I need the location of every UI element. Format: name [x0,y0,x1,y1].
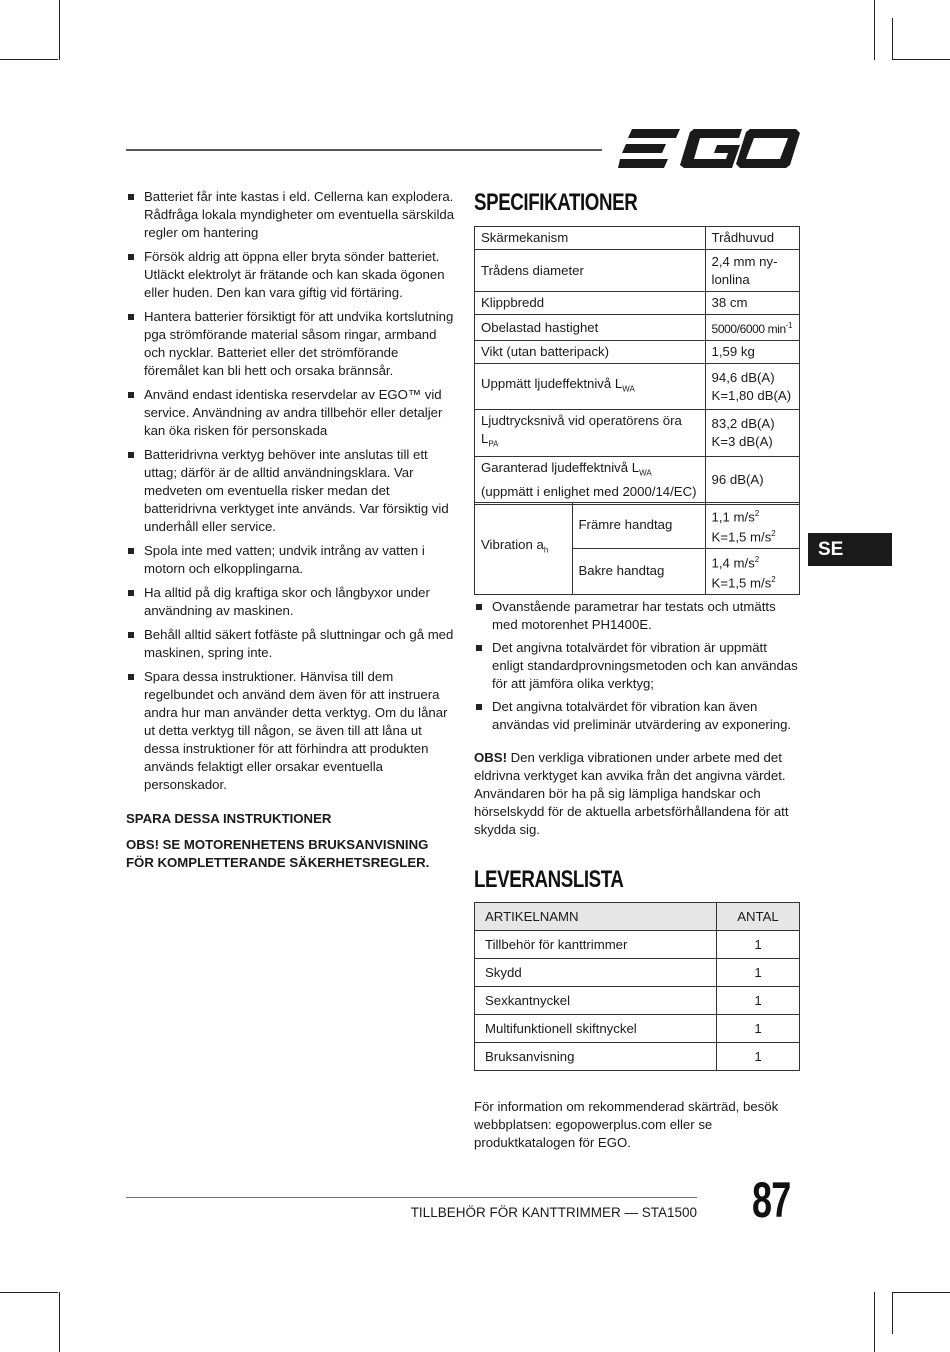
item-qty: 1 [717,959,800,987]
table-cell: Obelastad hastighet [475,315,706,341]
table-row [475,410,800,457]
crop-mark [892,1292,893,1334]
table-cell [475,456,706,504]
subscript: WA [639,468,652,478]
ego-logo [618,127,800,171]
subscript: WA [622,384,635,394]
list-item: Hantera batterier försiktigt för att undvika kortslutning pga strömförande material såsom ringar, armband och nycklar. Batteriet eller det strömförande föremålet kan bli hett och orsaka brännsår. [126,308,456,380]
spec-notes [474,598,800,739]
safety-list [126,188,456,794]
sound-pressure-uncertainty: K=3 dB(A) [711,433,773,449]
table-cell: Bakre handtag [572,548,705,594]
table-cell: Trådhuvud [705,227,799,250]
list-item: Spara dessa instruktioner. Hänvisa till dem regelbundet och använd dem även för att instruera andra hur man använder detta verktyg. Om du lånar ut detta verktyg till någon, se även till att låna ut dessa instruktioner för att förhindra att produkten används felaktigt eller orsakar eventuella personskador. [126,668,456,794]
table-cell: 1,59 kg [705,341,799,364]
crop-mark [874,0,875,60]
superscript: 2 [754,554,760,564]
page-number: 87 [752,1172,791,1228]
vibration-table [474,502,800,595]
info-paragraph: För information om rekommenderad skärträd, besök webbplatsen: egopowerplus.com eller se produktkatalogen för EGO. [474,1099,779,1150]
table-row [475,250,800,292]
table-cell: 2,4 mm ny-lonlina [705,250,799,292]
footer-rule [126,1197,697,1198]
item-qty: 1 [717,1043,800,1071]
item-name: Sexkantnyckel [475,987,717,1015]
table-row [475,315,800,341]
obs-text: Den verkliga vibrationen under arbete med det eldrivna verktyget kan avvika från det angivna värdet. Användaren bör ha på sig lämpliga handskar och hörselskydd för de aktuella arbetsförhållandena för att skydda sig. [474,750,789,837]
subscript: PA [488,439,499,449]
table-row [475,341,800,364]
item-name: Bruksanvisning [475,1043,717,1071]
table-cell [705,315,799,341]
table-row [475,959,800,987]
table-cell [705,364,799,410]
column-header-qty: ANTAL [717,903,800,931]
table-cell: Främre handtag [572,503,705,549]
table-row [475,931,800,959]
table-cell [475,503,573,595]
table-row [475,987,800,1015]
superscript: 2 [771,529,776,539]
table-row [475,1015,800,1043]
list-item: Försök aldrig att öppna eller bryta sönder batteriet. Utläckt elektrolyt är frätande och kan skada ögonen eller huden. Den kan vara giftig vid förtäring. [126,248,456,302]
table-cell [705,548,799,594]
table-row [475,364,800,410]
rear-vibration-uncertainty: K=1,5 m/s [711,575,772,591]
sound-pressure-label: Ljudtrycksnivå vid operatörens öra L [481,413,682,446]
rear-vibration-value: 1,4 m/s [711,555,755,571]
crop-mark [874,1292,875,1352]
item-name: Multifunktionell skiftnyckel [475,1015,717,1043]
table-row [475,1043,800,1071]
list-item: Batteriet får inte kastas i eld. Cellerna kan explodera. Rådfråga lokala myndigheter om eventuella särskilda regler om hantering [126,188,456,242]
specifications-table [474,226,800,505]
table-row [475,292,800,315]
column-header-item: ARTIKELNAMN [475,903,717,931]
table-row [475,227,800,250]
language-tab: SE [808,533,892,566]
save-instructions-note: SPARA DESSA INSTRUKTIONER [126,811,332,826]
header-rule [126,149,602,151]
subscript: h [543,546,549,556]
guaranteed-sound-label: Garanterad ljudeffektnivå L [481,460,640,476]
item-name: Skydd [475,959,717,987]
crop-mark [892,1292,950,1293]
table-cell [475,364,706,410]
crop-mark [0,59,58,60]
table-cell: Klippbredd [475,292,706,315]
item-qty: 1 [717,931,800,959]
sound-power-uncertainty: K=1,80 dB(A) [711,387,792,403]
safety-column [126,188,456,872]
list-item: Det angivna totalvärdet för vibration kan även användas vid preliminär utvärdering av exponering. [474,698,800,734]
table-cell [705,503,799,549]
list-item: Ha alltid på dig kraftiga skor och långbyxor under användning av maskinen. [126,584,456,620]
table-cell: Vikt (utan batteripack) [475,341,706,364]
superscript: 2 [771,575,776,585]
table-cell: Trådens diameter [475,250,706,292]
motor-manual-note: OBS! SE MOTORENHETENS BRUKSANVISNING FÖR KOMPLETTERANDE SÄKERHETSREGLER. [126,837,430,870]
table-cell: Skärmekanism [475,227,706,250]
sound-power-value: 94,6 dB(A) [711,369,775,385]
item-qty: 1 [717,1015,800,1043]
table-cell [705,410,799,457]
table-row [475,456,800,504]
crop-mark [59,0,60,60]
table-cell [475,410,706,457]
table-cell: 96 dB(A) [705,456,799,504]
sound-power-label: Uppmätt ljudeffektnivå L [481,375,623,391]
crop-mark [0,1292,58,1293]
speed-value: 5000/6000 min [711,322,786,336]
list-item: Batteridrivna verktyg behöver inte anslutas till ett uttag; därför är de alltid användningsklara. Var medveten om eventuella risker medan det batteridrivna verktyget inte används. Var försiktig vid underhåll eller service. [126,446,456,536]
superscript: 2 [754,509,760,518]
list-item: Det angivna totalvärdet för vibration är uppmätt enligt standardprovningsmetoden och kan användas för att jämföra olika verktyg; [474,639,800,693]
specifications-heading: SPECIFIKATIONER [474,189,638,216]
spec-notes-list [474,598,800,734]
supply-table [474,902,800,1071]
list-item: Använd endast identiska reservdelar av EGO™ vid service. Användning av andra tillbehör eller detaljer kan öka risken för personskada [126,386,456,440]
list-item: Behåll alltid säkert fotfäste på sluttningar och gå med maskinen, spring inte. [126,626,456,662]
front-vibration-uncertainty: K=1,5 m/s [711,529,772,545]
item-name: Tillbehör för kanttrimmer [475,931,717,959]
guaranteed-sound-note: (uppmätt i enlighet med 2000/14/EC) [481,483,697,499]
front-vibration-value: 1,1 m/s [711,509,755,525]
supply-list-heading: LEVERANSLISTA [474,866,624,893]
item-qty: 1 [717,987,800,1015]
sound-pressure-value: 83,2 dB(A) [711,415,775,431]
crop-mark [892,59,950,60]
table-header-row [475,903,800,931]
list-item: Spola inte med vatten; undvik intrång av vatten i motorn och elkopplingarna. [126,542,456,578]
speed-exponent: -1 [785,321,793,330]
vibration-label: Vibration a [481,537,544,553]
table-cell: 38 cm [705,292,799,315]
vibration-warning [474,749,794,839]
crop-mark [892,18,893,60]
list-item: Ovanstående parametrar har testats och utmätts med motorenhet PH1400E. [474,598,800,634]
table-row [475,503,800,549]
footer-product-title: TILLBEHÖR FÖR KANTTRIMMER — STA1500 [410,1205,697,1220]
crop-mark [59,1292,60,1352]
obs-label: OBS! [474,750,507,765]
